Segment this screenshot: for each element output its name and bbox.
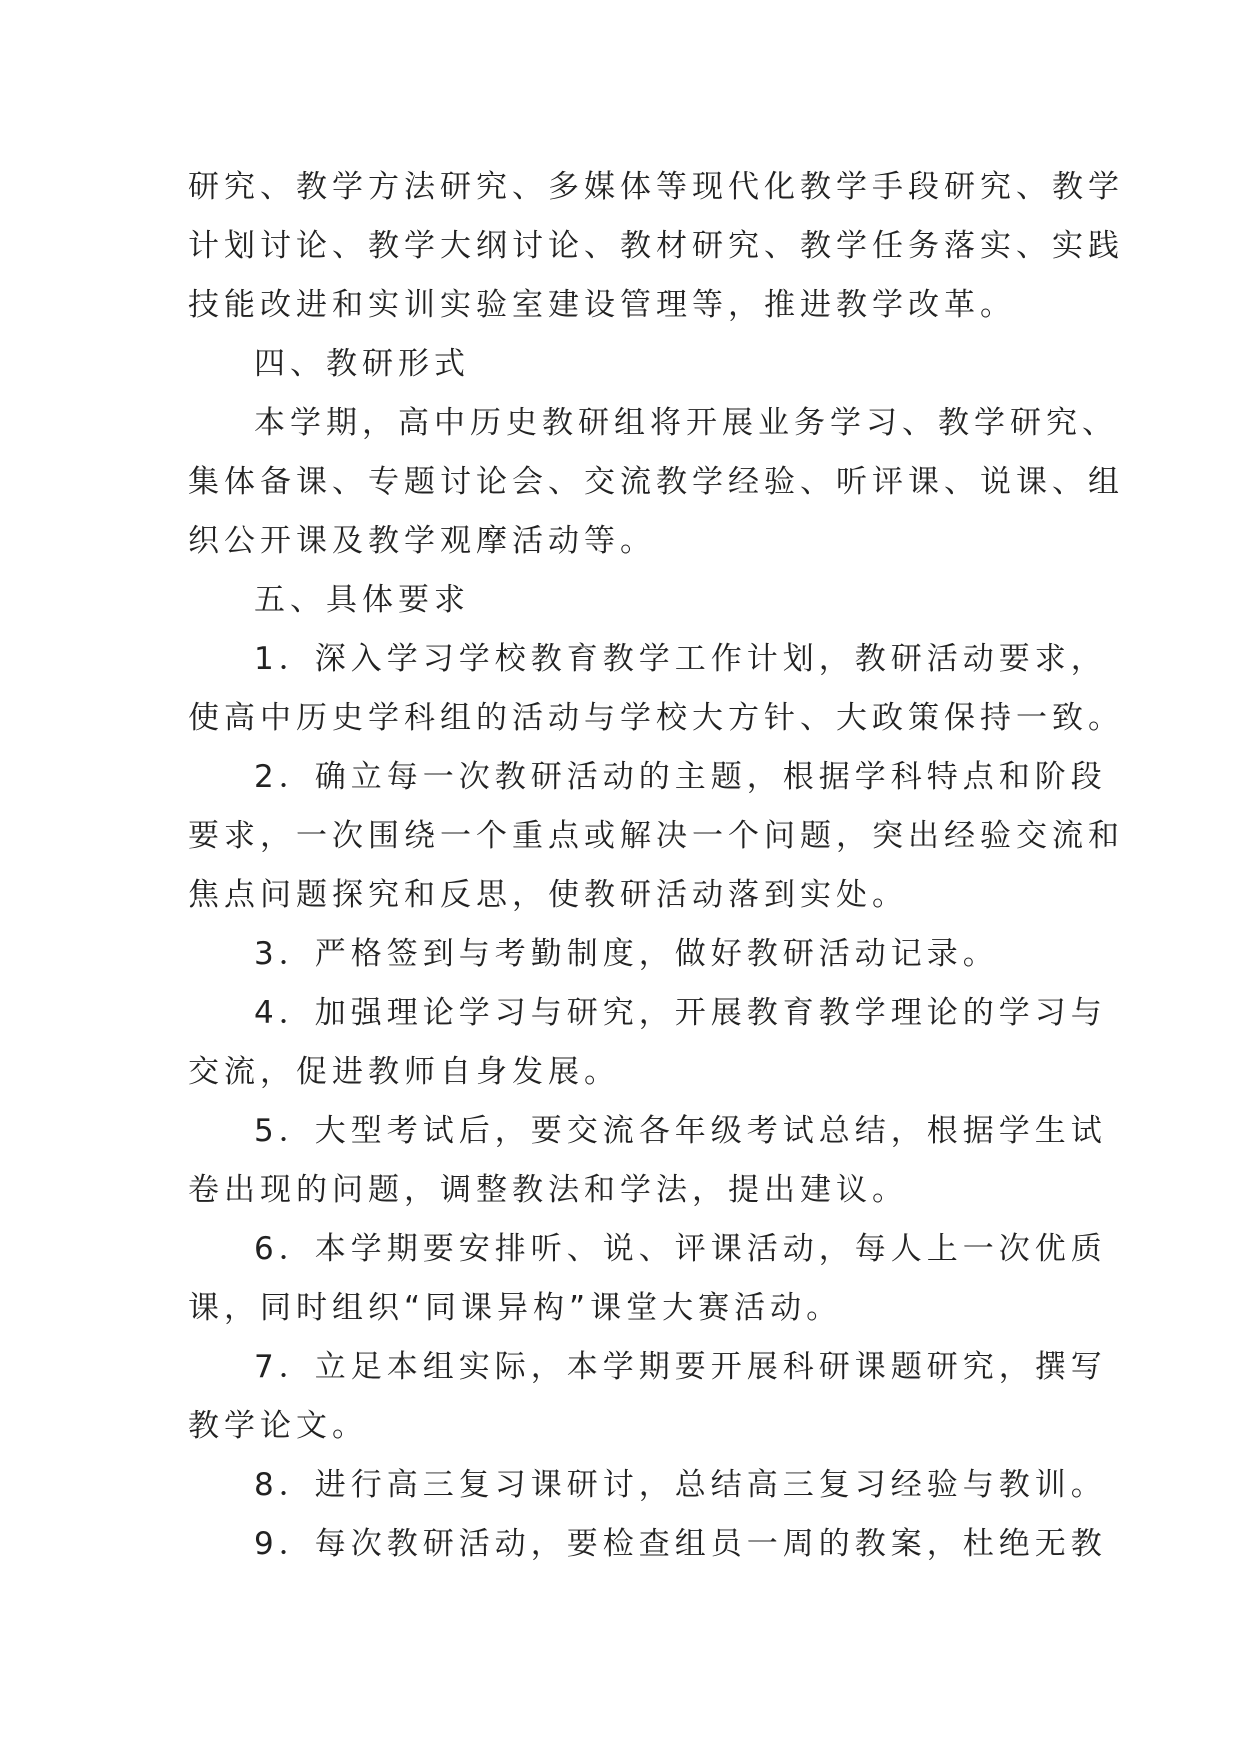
requirement-5-line-2: 卷出现的问题，调整教法和学法，提出建议。: [188, 1172, 908, 1208]
requirement-9-line-1: 9．每次教研活动，要检查组员一周的教案，杜绝无教: [254, 1526, 1107, 1562]
requirement-6-line-1: 6．本学期要安排听、说、评课活动，每人上一次优质: [254, 1231, 1107, 1267]
requirement-4-line-1: 4．加强理论学习与研究，开展教育教学理论的学习与: [254, 995, 1107, 1031]
requirement-8-line-1: 8．进行高三复习课研讨，总结高三复习经验与教训。: [254, 1467, 1107, 1503]
requirement-1-line-2: 使高中历史学科组的活动与学校大方针、大政策保持一致。: [188, 700, 1124, 736]
requirement-5-line-1: 5．大型考试后，要交流各年级考试总结，根据学生试: [254, 1113, 1107, 1149]
section-heading-teaching-research-form: 四、教研形式: [254, 346, 470, 382]
requirement-2-line-3: 焦点问题探究和反思，使教研活动落到实处。: [188, 877, 908, 913]
requirement-4-line-2: 交流，促进教师自身发展。: [188, 1054, 620, 1090]
text-line-3: 技能改进和实训实验室建设管理等，推进教学改革。: [188, 287, 1016, 323]
requirement-7-line-2: 教学论文。: [188, 1408, 368, 1444]
requirement-2-line-2: 要求，一次围绕一个重点或解决一个问题，突出经验交流和: [188, 818, 1124, 854]
requirement-3-line-1: 3．严格签到与考勤制度，做好教研活动记录。: [254, 936, 999, 972]
text-line-2: 计划讨论、教学大纲讨论、教材研究、教学任务落实、实践: [188, 228, 1124, 264]
document-body: [188, 158, 1124, 1574]
section-heading-specific-requirements: 五、具体要求: [254, 582, 470, 618]
requirement-6-line-2: 课，同时组织“同课异构”课堂大赛活动。: [188, 1290, 843, 1326]
text-line-7: 织公开课及教学观摩活动等。: [188, 523, 656, 559]
requirement-2-line-1: 2．确立每一次教研活动的主题，根据学科特点和阶段: [254, 759, 1107, 795]
text-line-1: 研究、教学方法研究、多媒体等现代化教学手段研究、教学: [188, 169, 1124, 205]
text-line-5: 本学期，高中历史教研组将开展业务学习、教学研究、: [254, 405, 1118, 441]
requirement-7-line-1: 7．立足本组实际，本学期要开展科研课题研究，撰写: [254, 1349, 1107, 1385]
text-line-6: 集体备课、专题讨论会、交流教学经验、听评课、说课、组: [188, 464, 1124, 500]
requirement-1-line-1: 1．深入学习学校教育教学工作计划，教研活动要求，: [254, 641, 1107, 677]
